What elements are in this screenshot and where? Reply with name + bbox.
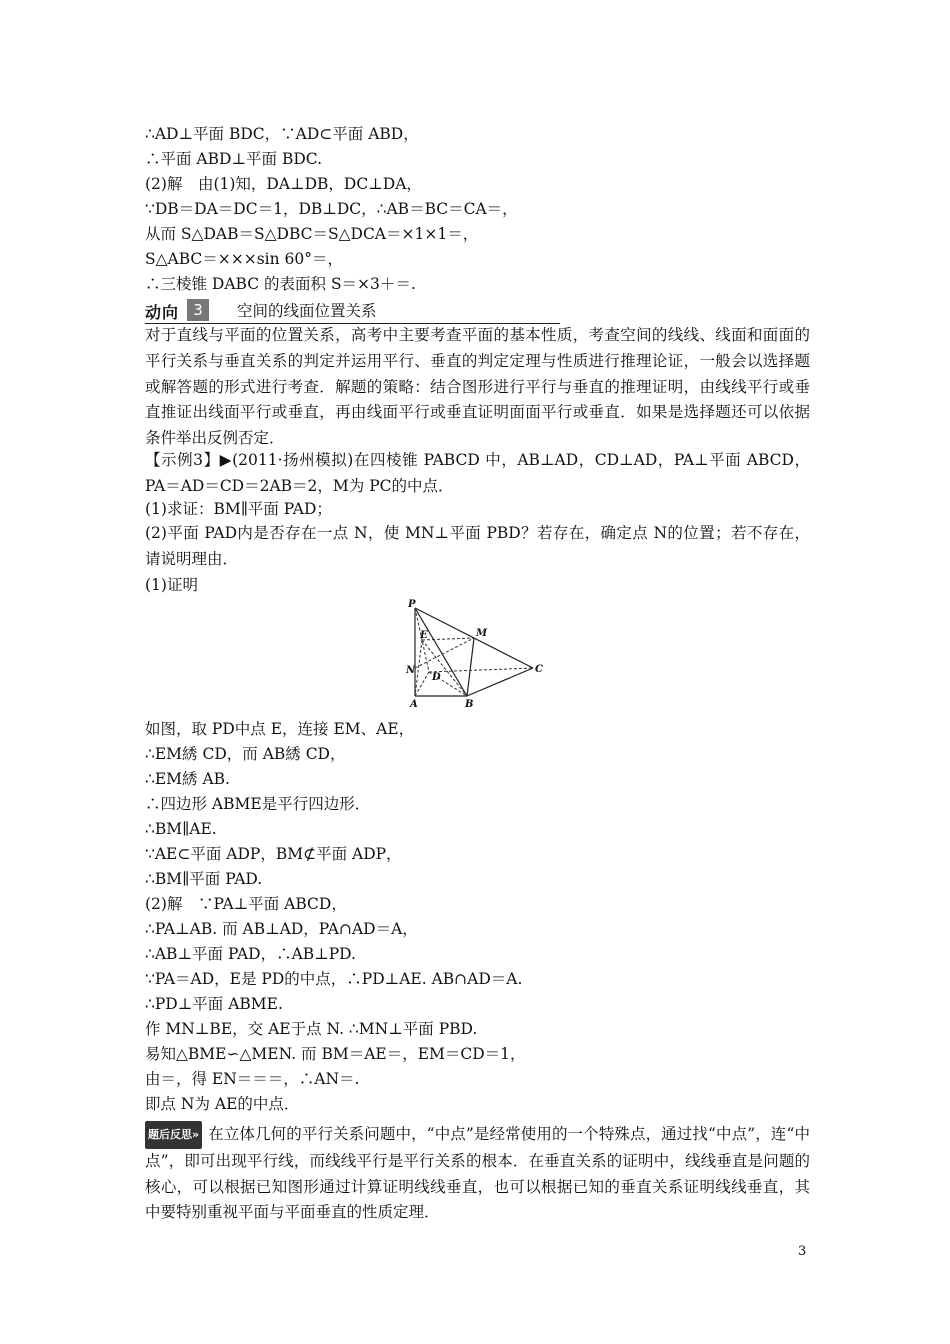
section-heading xyxy=(145,298,560,324)
proof-line: ∴EM綉 CD，而 AB綉 CD， xyxy=(145,745,346,763)
solution-line: 从而 S△DAB＝S△DBC＝S△DCA＝×1×1＝， xyxy=(145,225,479,243)
solution-line: ∴三棱锥 DABC 的表面积 S＝×3＋＝. xyxy=(145,275,416,293)
proof-line: ∴AB⊥平面 PAD，∴AB⊥PD. xyxy=(145,945,356,963)
label-a: A xyxy=(410,699,418,710)
label-p: P xyxy=(408,599,416,610)
section-title: 空间的线面位置关系 xyxy=(237,302,377,320)
segment-eb xyxy=(422,640,467,696)
solution-line: ∴AD⊥平面 BDC，∵AD⊂平面 ABD， xyxy=(145,125,419,143)
proof-label: (1)证明 xyxy=(145,576,198,594)
reflection-badge: 题后反思» xyxy=(145,1121,202,1149)
proof-line: (2)解 ∵PA⊥平面 ABCD， xyxy=(145,895,347,913)
question-1: (1)求证：BM∥平面 PAD； xyxy=(145,500,332,518)
proof-line: 易知△BME∽△MEN. 而 BM＝AE＝，EM＝CD＝1， xyxy=(145,1045,526,1063)
proof-line: 即点 N为 AE的中点． xyxy=(145,1095,300,1113)
example-statement: 【示例3】▶(2011·扬州模拟)在四棱锥 PABCD 中，AB⊥AD，CD⊥AD，PA⊥平面 ABCD，PA＝AD＝CD＝2AB＝2，M为 PC的中点． xyxy=(145,451,810,495)
proof-line: ∴EM綉 AB. xyxy=(145,770,230,788)
section-tag: 动向 xyxy=(145,303,180,322)
proof-line: ∴PA⊥AB. 而 AB⊥AD，PA∩AD＝A， xyxy=(145,920,418,938)
solution-line: ∵DB＝DA＝DC＝1，DB⊥DC，∴AB＝BC＝CA＝， xyxy=(145,200,518,218)
proof-line: ∵AE⊂平面 ADP，BM⊄平面 ADP， xyxy=(145,845,402,863)
solution-line: S△ABC＝×××sin 60°＝， xyxy=(145,250,344,268)
label-d: D xyxy=(432,672,441,683)
segment-em xyxy=(422,638,474,640)
label-e: E xyxy=(420,630,428,641)
reflection-text: 在立体几何的平行关系问题中，“中点”是经常使用的一个特殊点，通过找“中点”，连“中点”，即可出现平行线，而线线平行是平行关系的根本．在垂直关系的证明中，线线垂直是问题的核心，可以根据已知图形通过计算证明线线垂直，也可以根据已知的垂直关系证明线线垂直，其中要特别重视平面与平面垂直的性质定理． xyxy=(145,1125,810,1222)
proof-line: ∵PA＝AD，E是 PD的中点，∴PD⊥AE. AB∩AD＝A. xyxy=(145,970,523,988)
proof-line: 如图，取 PD中点 E，连接 EM、AE， xyxy=(145,720,415,738)
label-b: B xyxy=(465,699,474,710)
proof-line: ∴BM∥AE. xyxy=(145,820,217,838)
solution-line: (2)解 由(1)知，DA⊥DB，DC⊥DA， xyxy=(145,175,422,193)
proof-line: 由＝，得 EN＝＝＝，∴AN＝. xyxy=(145,1070,360,1088)
proof-line: ∴BM∥平面 PAD. xyxy=(145,870,263,888)
label-c: C xyxy=(535,664,543,675)
page-number: 3 xyxy=(798,1244,807,1259)
section-number: 3 xyxy=(187,299,209,321)
solution-line: ∴平面 ABD⊥平面 BDC. xyxy=(145,150,322,168)
intro-paragraph: 对于直线与平面的位置关系，高考中主要考查平面的基本性质，考查空间的线线、线面和面面的平行关系与垂直关系的判定并运用平行、垂直的判定定理与性质进行推理论证，一般会以选择题或解答题的形式进行考查．解题的策略：结合图形进行平行与垂直的推理证明，由线线平行或垂直推证出线面平行或垂直，再由线面平行或垂直证明面面平行或垂直．如果是选择题还可以依据条件举出反例否定． xyxy=(145,326,810,448)
label-m: M xyxy=(476,628,488,639)
segment-mb xyxy=(467,638,474,696)
reflection-block xyxy=(145,1121,810,1226)
segment-nm xyxy=(415,638,474,668)
label-n: N xyxy=(406,665,416,676)
edge-bc xyxy=(467,668,533,696)
pyramid-figure xyxy=(402,598,552,710)
proof-line: ∴PD⊥平面 ABME. xyxy=(145,995,283,1013)
proof-line: ∴四边形 ABME是平行四边形． xyxy=(145,795,371,813)
proof-line: 作 MN⊥BE，交 AE于点 N. ∴MN⊥平面 PBD. xyxy=(145,1020,478,1038)
question-2: (2)平面 PAD内是否存在一点 N，使 MN⊥平面 PBD？若存在，确定点 N的位置；若不存在，请说明理由． xyxy=(145,524,810,568)
